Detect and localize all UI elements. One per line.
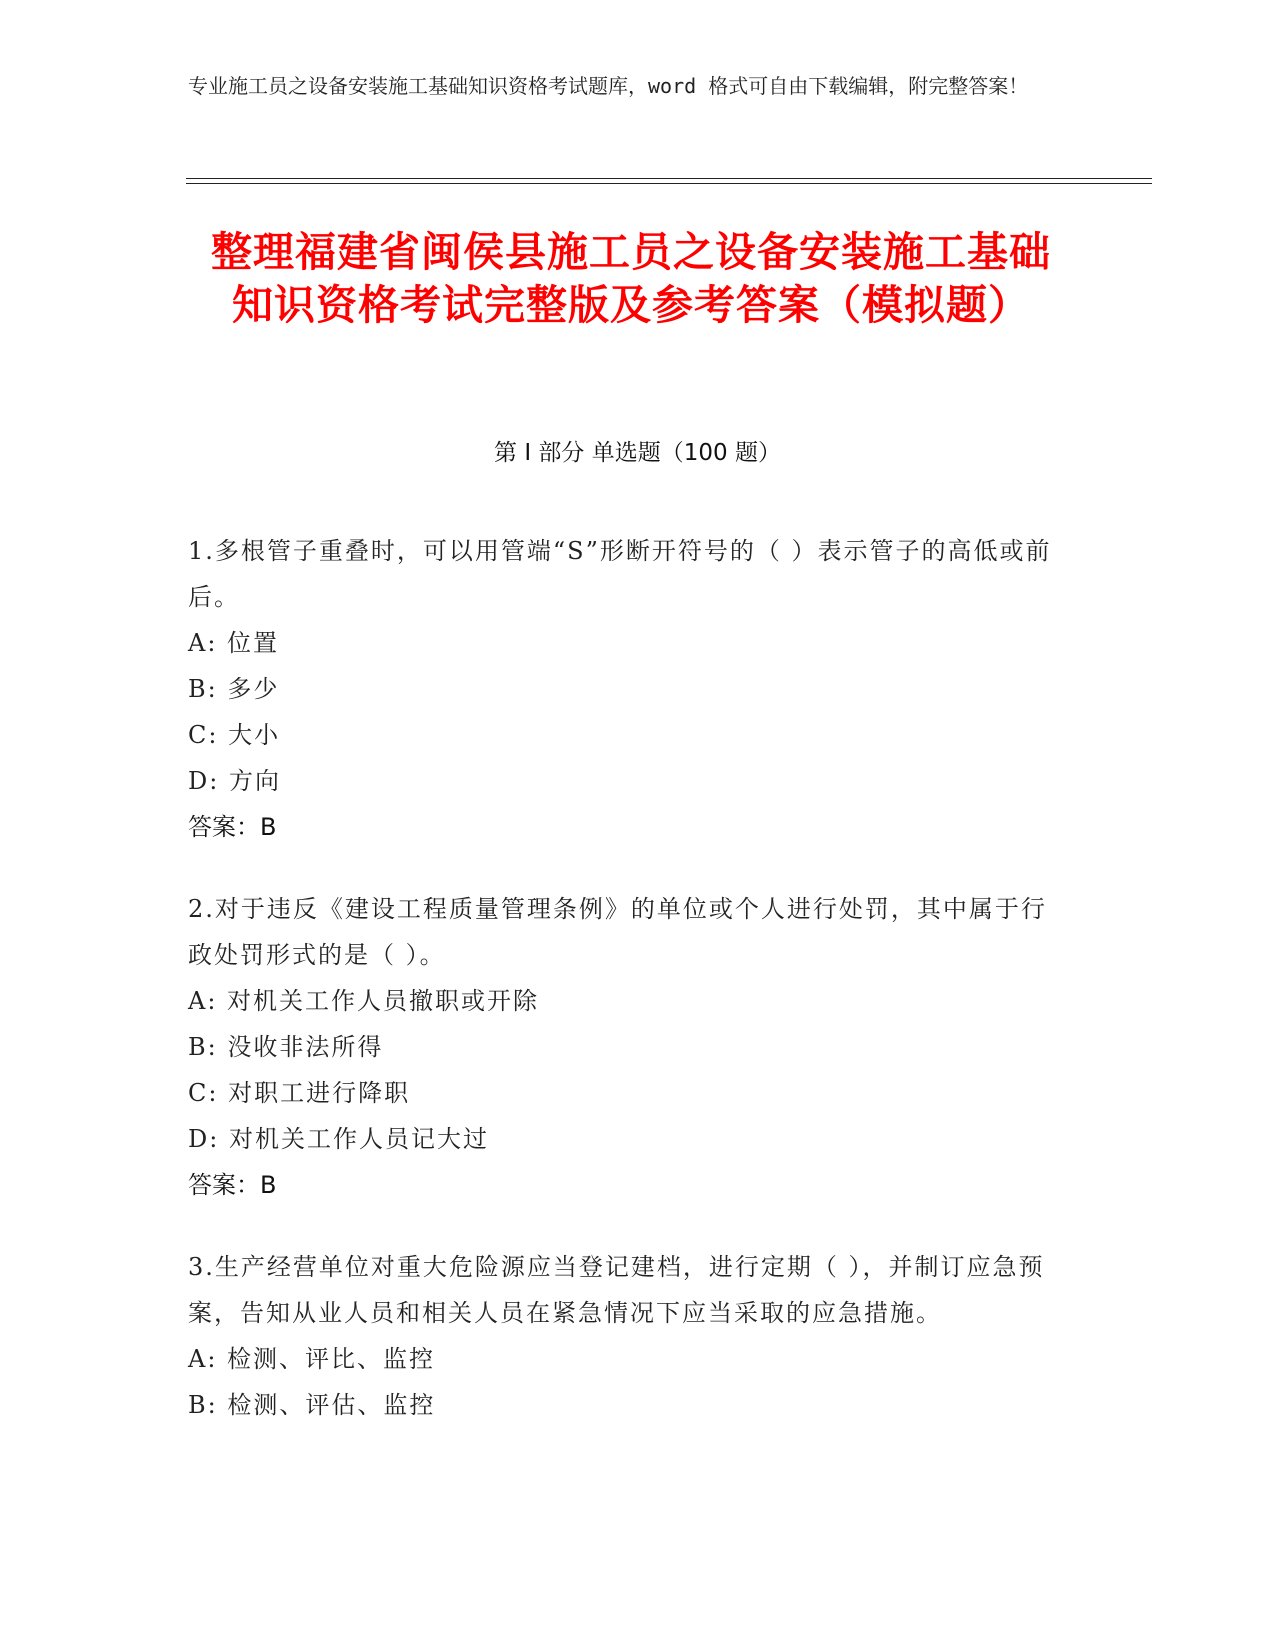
question-list bbox=[188, 528, 1068, 1464]
question-item bbox=[188, 886, 1068, 1208]
option-b: B: 没收非法所得 bbox=[188, 1033, 384, 1061]
answer-line: 答案：B bbox=[188, 813, 277, 841]
section-heading: 第 I 部分 单选题（100 题） bbox=[494, 440, 781, 466]
header-note: 专业施工员之设备安装施工基础知识资格考试题库，word 格式可自由下载编辑，附完整答案！ bbox=[188, 74, 1029, 98]
option-c: C: 大小 bbox=[188, 721, 281, 749]
header-divider-bottom bbox=[186, 183, 1152, 184]
option-a: A: 检测、评比、监控 bbox=[188, 1345, 436, 1373]
option-b: B: 多少 bbox=[188, 675, 280, 703]
document-title: 整理福建省闽侯县施工员之设备安装施工基础知识资格考试完整版及参考答案（模拟题） bbox=[211, 228, 1051, 329]
answer-line: 答案：B bbox=[188, 1171, 277, 1199]
question-stem: 2.对于违反《建设工程质量管理条例》的单位或个人进行处罚，其中属于行政处罚形式的是（ ）。 bbox=[188, 895, 1047, 969]
option-a: A: 位置 bbox=[188, 629, 280, 657]
question-item bbox=[188, 1244, 1068, 1428]
header-divider-top bbox=[186, 178, 1152, 179]
option-c: C: 对职工进行降职 bbox=[188, 1079, 411, 1107]
question-item bbox=[188, 528, 1068, 850]
option-a: A: 对机关工作人员撤职或开除 bbox=[188, 987, 540, 1015]
option-d: D: 方向 bbox=[188, 767, 281, 795]
question-stem: 3.生产经营单位对重大危险源应当登记建档，进行定期（ ），并制订应急预案，告知从业人员和相关人员在紧急情况下应当采取的应急措施。 bbox=[188, 1253, 1045, 1327]
question-stem: 1.多根管子重叠时，可以用管端“S”形断开符号的（ ）表示管子的高低或前后。 bbox=[188, 537, 1052, 611]
option-b: B: 检测、评估、监控 bbox=[188, 1391, 436, 1419]
option-d: D: 对机关工作人员记大过 bbox=[188, 1125, 489, 1153]
